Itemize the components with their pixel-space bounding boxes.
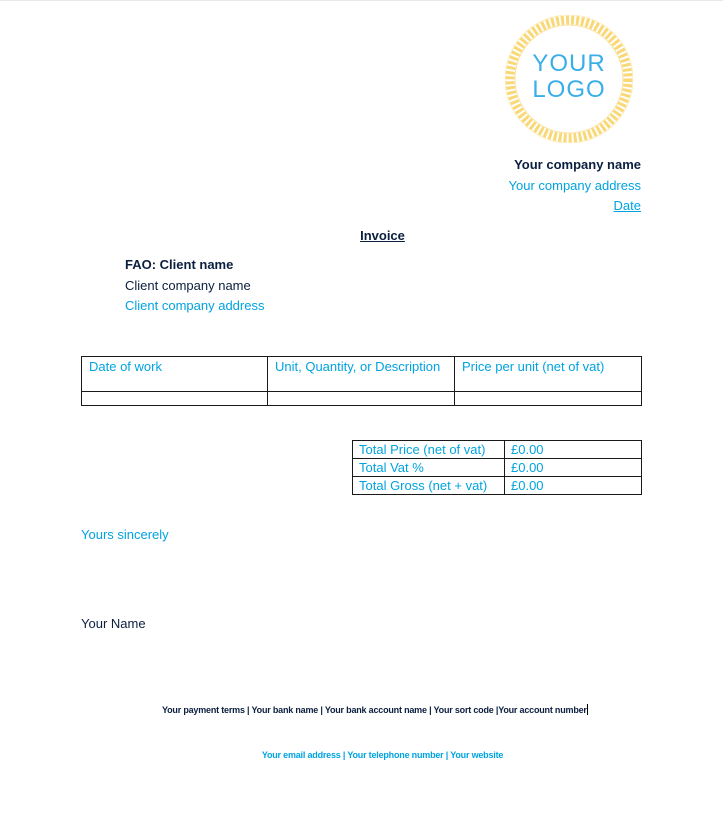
table-row bbox=[353, 459, 642, 477]
footer-payment-line[interactable] bbox=[162, 704, 588, 715]
company-logo bbox=[505, 15, 633, 143]
work-table-cell-date[interactable] bbox=[82, 392, 268, 406]
total-price-value[interactable]: £0.00 bbox=[505, 441, 642, 459]
table-row bbox=[82, 392, 642, 406]
work-table-header-row bbox=[82, 357, 642, 392]
table-row bbox=[353, 477, 642, 495]
company-name[interactable]: Your company name bbox=[514, 157, 641, 172]
client-fao[interactable]: FAO: Client name bbox=[125, 257, 234, 272]
total-vat-value[interactable]: £0.00 bbox=[505, 459, 642, 477]
logo-text-line1: YOUR bbox=[532, 50, 606, 77]
total-gross-value[interactable]: £0.00 bbox=[505, 477, 642, 495]
logo-text-line2: LOGO bbox=[532, 76, 606, 103]
work-table-cell-price[interactable] bbox=[455, 392, 642, 406]
work-table-header-date[interactable]: Date of work bbox=[82, 357, 268, 392]
totals-table bbox=[352, 440, 642, 495]
signature-name[interactable]: Your Name bbox=[81, 616, 146, 631]
work-table bbox=[81, 356, 642, 406]
page-top-edge bbox=[0, 0, 723, 1]
work-table-header-description[interactable]: Unit, Quantity, or Description bbox=[268, 357, 455, 392]
total-gross-label[interactable]: Total Gross (net + vat) bbox=[353, 477, 505, 495]
total-vat-label[interactable]: Total Vat % bbox=[353, 459, 505, 477]
footer-payment-text: Your payment terms | Your bank name | Your bank account name | Your sort code |Your account number bbox=[162, 705, 587, 715]
invoice-date[interactable]: Date bbox=[613, 198, 641, 213]
company-address[interactable]: Your company address bbox=[508, 178, 641, 193]
work-table-cell-description[interactable] bbox=[268, 392, 455, 406]
work-table-header-price[interactable]: Price per unit (net of vat) bbox=[455, 357, 642, 392]
closing-text[interactable]: Yours sincerely bbox=[81, 527, 169, 542]
total-price-label[interactable]: Total Price (net of vat) bbox=[353, 441, 505, 459]
invoice-title[interactable]: Invoice bbox=[360, 228, 405, 243]
text-cursor bbox=[587, 704, 588, 715]
footer-contact-line[interactable]: Your email address | Your telephone number | Your website bbox=[261, 750, 504, 760]
client-company-address[interactable]: Client company address bbox=[125, 298, 265, 313]
table-row bbox=[353, 441, 642, 459]
client-company-name[interactable]: Client company name bbox=[125, 278, 251, 293]
